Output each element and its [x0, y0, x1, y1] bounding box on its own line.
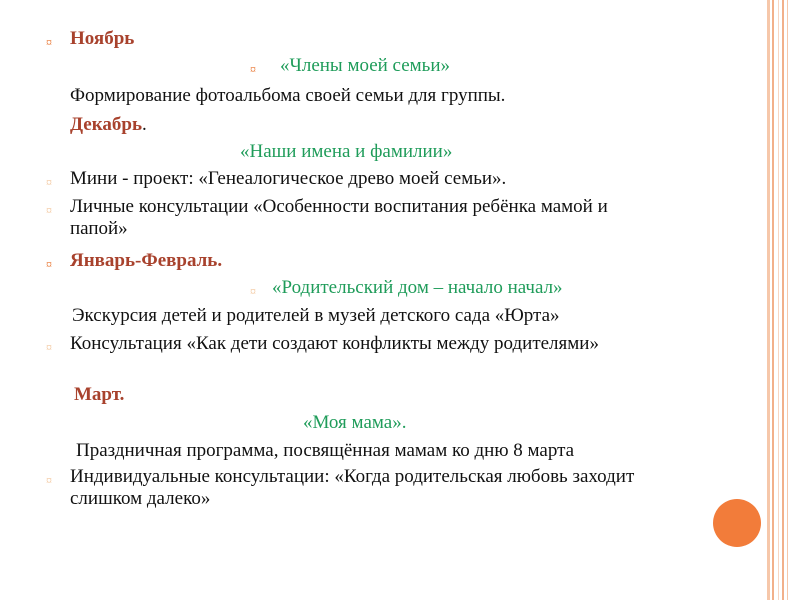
decorative-circle — [713, 499, 761, 547]
bullet-icon: ¤ — [46, 257, 52, 271]
frame-stripe-3 — [778, 0, 779, 600]
month-heading-march: Март. — [74, 384, 125, 405]
theme-title: «Члены моей семьи» — [280, 55, 451, 76]
activity-text: Консультация «Как дети создают конфликты между родителями» — [70, 333, 599, 354]
bullet-icon: ¤ — [250, 62, 256, 76]
bullet-icon: ¤ — [46, 473, 52, 487]
frame-stripe-5 — [787, 0, 788, 600]
activity-text: Экскурсия детей и родителей в музей детского сада «Юрта» — [72, 305, 560, 326]
month-heading-december-label: Декабрь — [70, 114, 143, 135]
month-heading-november: Ноябрь — [70, 28, 135, 49]
month-heading-december-period: . — [142, 114, 147, 135]
bullet-icon: ¤ — [250, 284, 256, 298]
bullet-icon: ¤ — [46, 35, 52, 49]
bullet-icon: ¤ — [46, 203, 52, 217]
month-heading-january-february: Январь-Февраль. — [70, 250, 223, 271]
theme-title: «Родительский дом – начало начал» — [272, 277, 563, 298]
bullet-icon: ¤ — [46, 175, 52, 189]
activity-text: Праздничная программа, посвящённая мамам ко дню 8 марта — [76, 440, 575, 461]
frame-stripe-4 — [782, 0, 784, 600]
month-heading-december — [70, 114, 147, 136]
activity-text: Индивидуальные консультации: «Когда родительская любовь заходит слишком далеко» — [70, 466, 635, 509]
bullet-icon: ¤ — [46, 340, 52, 354]
activity-text: Личные консультации «Особенности воспитания ребёнка мамой и папой» — [70, 196, 608, 239]
theme-title: «Моя мама». — [303, 412, 407, 433]
frame-stripe-2 — [772, 0, 774, 600]
theme-title: «Наши имена и фамилии» — [240, 141, 453, 162]
frame-stripe-1 — [767, 0, 770, 600]
activity-text: Мини - проект: «Генеалогическое древо моей семьи». — [70, 168, 507, 189]
activity-text: Формирование фотоальбома своей семьи для группы. — [70, 85, 506, 106]
